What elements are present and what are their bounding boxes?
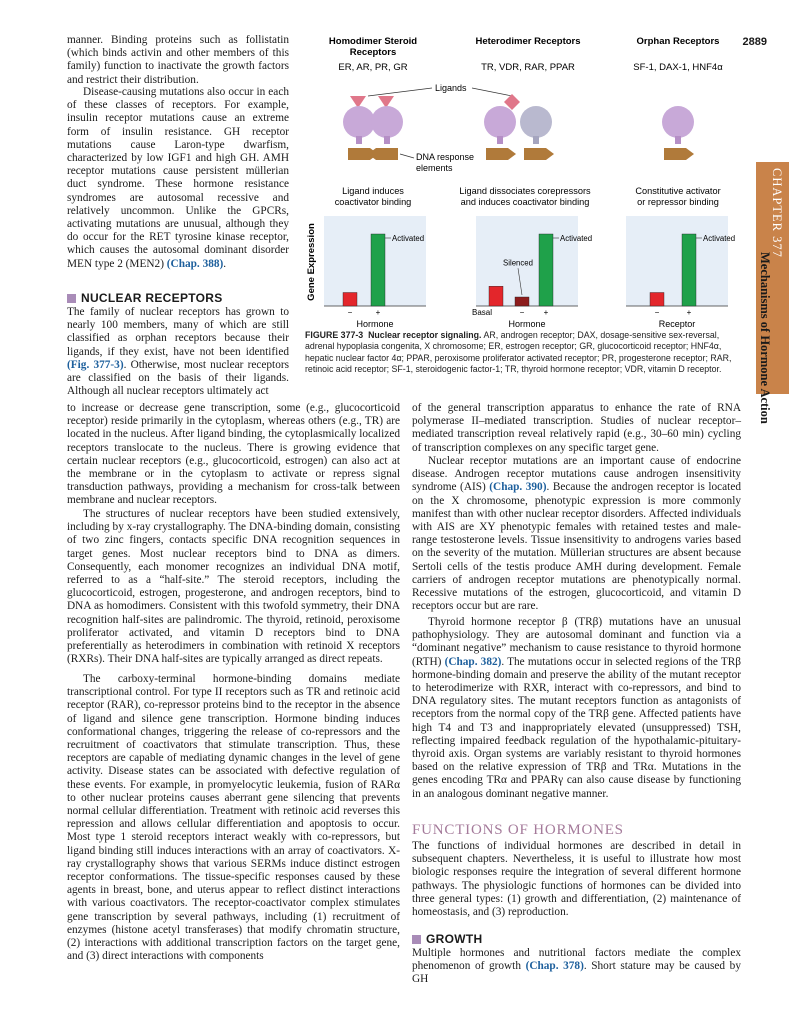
tick-label: − <box>654 308 660 317</box>
functions-heading: FUNCTIONS OF HORMONES <box>412 822 624 838</box>
paragraph-structures: The structures of nuclear receptors have been studied extensively, including by x-ray crystallography. The DNA-binding domain, consisting of two zinc fingers, contacts specific DNA recognition sequences in target genes. Most nuclear receptors bind to DNA as dimers. Consequently, each monomer recognizes an individual DNA motif, referred to as a “half-site.” The steroid receptors, including the glucocorticoid, estrogen, progesterone, and androgen receptors, bind to DNA as homodimers. Consistent with this twofold symmetry, their DNA recognition half-sites are palindromic. The thyroid, retinoid, peroxisome proliferator activated, and vitamin D receptors bind to DNA preferentially as heterodimers in combination with retinoid X receptors (RXRs). Their DNA half-sites are typically arranged as direct repeats. <box>67 508 400 666</box>
caption-label: FIGURE 377-3 <box>305 330 364 340</box>
receptor-partner-icon <box>520 106 552 138</box>
dna-label-line1: DNA response <box>416 152 475 162</box>
xref-chap-390[interactable]: (Chap. 390) <box>489 481 547 494</box>
receptor-monomer-icon <box>343 106 375 138</box>
tick-label: + <box>375 308 381 317</box>
paragraph-thyroid-receptor: Thyroid hormone receptor β (TRβ) mutations have an unusual pathophysiology. They are autosomal dominant and function via a “dominant negative” mechanism to cause resistance to thyroid hormone (RTH) (Chap. 382). The mutations occur in selected regions of the TRβ hormone-binding domain and preserve the ability of the mutant receptor to heterodimerize with RXR, interact with co-repressors, and bind to DNA regulatory sites. The mutant receptors function as antagonists of receptors from the normal copy of the TRβ gene. Affected patients have high T4 and T3 and inappropriately elevated (unsuppressed) TSH, reflecting impaired feedback regulation of the hypothalamic-pituitary-thyroid axis. Organ systems are variably resistant to thyroid hormones based on the relative expression of TRβ and TRα. Mutations in the genes encoding TRα and PPARγ can also cause disease by functioning in an analogous dominant negative manner. <box>412 616 741 800</box>
desc3-line1: Constitutive activator <box>635 186 721 196</box>
xref-chap-382[interactable]: (Chap. 382) <box>444 655 502 668</box>
xref-chap-378[interactable]: (Chap. 378) <box>525 960 584 973</box>
col2-title: Heterodimer Receptors <box>475 36 581 47</box>
activated-label: Activated <box>392 234 425 243</box>
expression-panels <box>324 216 735 329</box>
paragraph-growth: Multiple hormones and nutritional factors mediate the complex phenomenon of growth (Chap. 378). Short stature may be caused by GH <box>412 947 741 986</box>
ligands-callout-left <box>368 88 432 96</box>
col1-subtitle: ER, AR, PR, GR <box>338 62 408 73</box>
bar <box>371 234 385 306</box>
side-tab-title: Mechanisms of Hormone Action <box>758 252 772 424</box>
xref-chap-388[interactable]: (Chap. 388) <box>166 257 224 270</box>
bar <box>489 286 503 306</box>
section-square-icon <box>412 935 421 944</box>
paragraph-receptor-mutations: Nuclear receptor mutations are an important cause of endocrine disease. Androgen receptor mutations cause androgen insensitivity syndrome (AIS) (Chap. 390). Because the androgen receptor is located on the X chromosome, phenotypic expression is more commonly manifest than with other nuclear receptor disorders. Affected individuals with AIS are XY phenotypic females with retained testes and male-range testosterone levels. Tissue insensitivity to androgens varies based on the severity of the mutation. Müllerian structures are absent because Sertoli cells of the testis produce AMH during development. Female carriers of androgen receptor mutations are phenotypically normal. Recessive mutations of the estrogen, glucocorticoid, and vitamin D receptors occur but are rare. <box>412 455 741 613</box>
paragraph-functions: The functions of individual hormones are described in detail in subsequent chapters. Nevertheless, it is useful to illustrate how most biologic responses require the integration of several different hormone pathways. The physiologic functions of hormones can be divided into three general types: (1) growth and differentiation, (2) maintenance of homeostasis, and (3) reproduction. <box>412 840 741 919</box>
paragraph-transcription: to increase or decrease gene transcription, some (e.g., glucocorticoid receptor) reside primarily in the cytoplasm, whereas others (e.g., TR) are located in the nucleus. After ligand binding, the cytoplasmically localized receptors translocate to the nucleus. There is growing evidence that certain nuclear receptors (e.g., glucocorticoid, estrogen) can also act at the membrane or in the cytoplasm to activate or repress signal transduction pathways, providing a mechanism for cross-talk between membrane and nuclear receptors. <box>67 402 400 507</box>
nuclear-receptor-figure <box>300 30 750 330</box>
y-axis-label: Gene Expression <box>306 223 317 301</box>
desc2-line2: and induces coactivator binding <box>460 197 590 207</box>
dna-element-arrow-icon <box>664 148 694 160</box>
ligands-label: Ligands <box>435 83 467 93</box>
panel-background <box>626 216 728 306</box>
paragraph-nuclear-family: The family of nuclear receptors has grown to nearly 100 members, many of which are still classified as orphan receptors because their ligands, if they exist, have not been identified (Fig. 377-3). Otherwise, most nuclear receptors are classified on the basis of their ligands. Although all nuclear receptors ultimately act <box>67 306 289 398</box>
dna-element-arrow-icon <box>368 148 398 160</box>
desc3-line2: or repressor binding <box>637 197 719 207</box>
receptor-monomer-icon <box>484 106 516 138</box>
desc2-line1: Ligand dissociates corepressors <box>459 186 591 196</box>
x-axis-label: Receptor <box>658 319 696 329</box>
col3-title: Orphan Receptors <box>636 36 720 47</box>
dna-element-arrow-icon <box>524 148 554 160</box>
homodimer-receptor-group <box>343 96 403 160</box>
heterodimer-receptor-group <box>484 94 554 160</box>
receptor-monomer-icon <box>662 106 694 138</box>
side-tab-chapter: CHAPTER 377 <box>770 168 784 258</box>
desc1-line1: Ligand induces <box>342 186 404 196</box>
col3-subtitle: SF-1, DAX-1, HNF4α <box>633 62 723 73</box>
receptor-monomer-icon <box>371 106 403 138</box>
orphan-receptor-group <box>662 106 694 160</box>
bar <box>539 234 553 306</box>
tick-label: Basal <box>471 308 492 317</box>
ligands-callout-right <box>472 88 512 96</box>
dna-label-line2: elements <box>416 163 453 173</box>
col1-title-line2: Receptors <box>349 47 397 58</box>
paragraph-carboxy-terminal: The carboxy-terminal hormone-binding domains mediate transcriptional control. For type II receptors such as TR and retinoic acid receptor (RAR), co-repressor proteins bind to the receptor in the absence of ligand and silence gene transcription. Hormone binding induces conformational changes, triggering the release of co-repressors and the recruitment of coactivators that stimulate transcription. Thus, these receptors are capable of mediating dynamic changes in the level of gene activity. Disease states can be associated with defective regulation of these events. For example, in promyelocytic leukemia, fusion of RARα to other nuclear proteins causes aberrant gene silencing that prevents normal cellular differentiation. Treatment with retinoic acid reverses this repression and allows cellular differentiation and apoptosis to occur. Most type 1 steroid receptors interact weakly with co-repressors, but ligand binding still induces interactions with an array of coactivators. X-ray crystallography shows that various SERMs induce distinct estrogen receptor conformations. The tissue-specific responses caused by these agents in breast, bone, and uterus appear to reflect distinct interactions with various coactivators. The receptor-coactivator complex stimulates gene transcription by several pathways, including (1) recruitment of enzymes (histone acetyl transferases) that modify chromatin structure, (2) interactions with additional transcription factors on the target gene, and (3) direct interactions with components <box>67 673 400 963</box>
tick-label: − <box>347 308 353 317</box>
dna-element-arrow-icon <box>486 148 516 160</box>
side-tab-text <box>757 162 788 424</box>
bar <box>682 234 696 306</box>
section-square-icon <box>67 294 76 303</box>
col1-title-line1: Homodimer Steroid <box>328 36 418 47</box>
paragraph-binding-proteins: manner. Binding proteins such as follistatin (which binds activin and other members of this family) function to inactivate the growth factors and restrict their distribution. <box>67 34 289 86</box>
tick-label: − <box>519 308 525 317</box>
bar <box>343 293 357 307</box>
bar <box>650 293 664 307</box>
x-axis-label: Hormone <box>356 319 394 329</box>
page-number: 2889 <box>742 36 767 48</box>
x-axis-label: Hormone <box>508 319 546 329</box>
nuclear-receptors-heading: NUCLEAR RECEPTORS <box>67 291 223 305</box>
growth-heading: GROWTH <box>412 932 482 946</box>
figure-caption <box>305 330 745 375</box>
caption-title: Nuclear receptor signaling. <box>368 330 482 340</box>
tick-label: + <box>686 308 692 317</box>
col2-subtitle: TR, VDR, RAR, PPAR <box>481 62 575 73</box>
bar <box>515 297 529 306</box>
tick-label: + <box>543 308 549 317</box>
paragraph-transcription-apparatus: of the general transcription apparatus to enhance the rate of RNA polymerase II–mediated transcription. Studies of nuclear receptor–mediated transcription reveal relatively rapid (e.g., 30–60 min) cycling of transcription complexes on any specific target gene. <box>412 402 741 454</box>
desc1-line2: coactivator binding <box>334 197 412 207</box>
caption-text: AR, androgen receptor; DAX, dosage-sensitive sex-reversal, adrenal hypoplasia congenita, X chromosome; ER, estrogen receptor; GR, glucocorticoid receptor; HNF4α, hepatic nuclear factor 4α; PPAR, peroxisome proliferator activated receptor; PR, progesterone receptor; RAR, retinoic acid receptor; SF-1, steroidogenic factor-1; TR, thyroid hormone receptor; VDR, vitamin D receptor. <box>305 330 732 374</box>
xref-fig-377-3[interactable]: (Fig. 377-3) <box>67 358 124 371</box>
paragraph-disease-mutations: Disease-causing mutations also occur in each of these classes of receptors. For example, insulin receptor mutations cause an extreme form of insulin resistance. GH receptor mutations cause Laron-type dwarfism, characterized by low IGF1 and high GH. AMH receptor mutations cause persistent müllerian duct syndrome. These hormone resistance syndromes are autosomal recessive and relatively uncommon. Unlike the GPCRs, activating mutations are unusual, although they do occur for the RET tyrosine kinase receptor, which causes the autosomal dominant disorder MEN type 2 (MEN2) (Chap. 388). <box>67 86 289 270</box>
activated-label: Activated <box>703 234 736 243</box>
activated-label: Activated <box>560 234 593 243</box>
silenced-label: Silenced <box>503 258 533 268</box>
